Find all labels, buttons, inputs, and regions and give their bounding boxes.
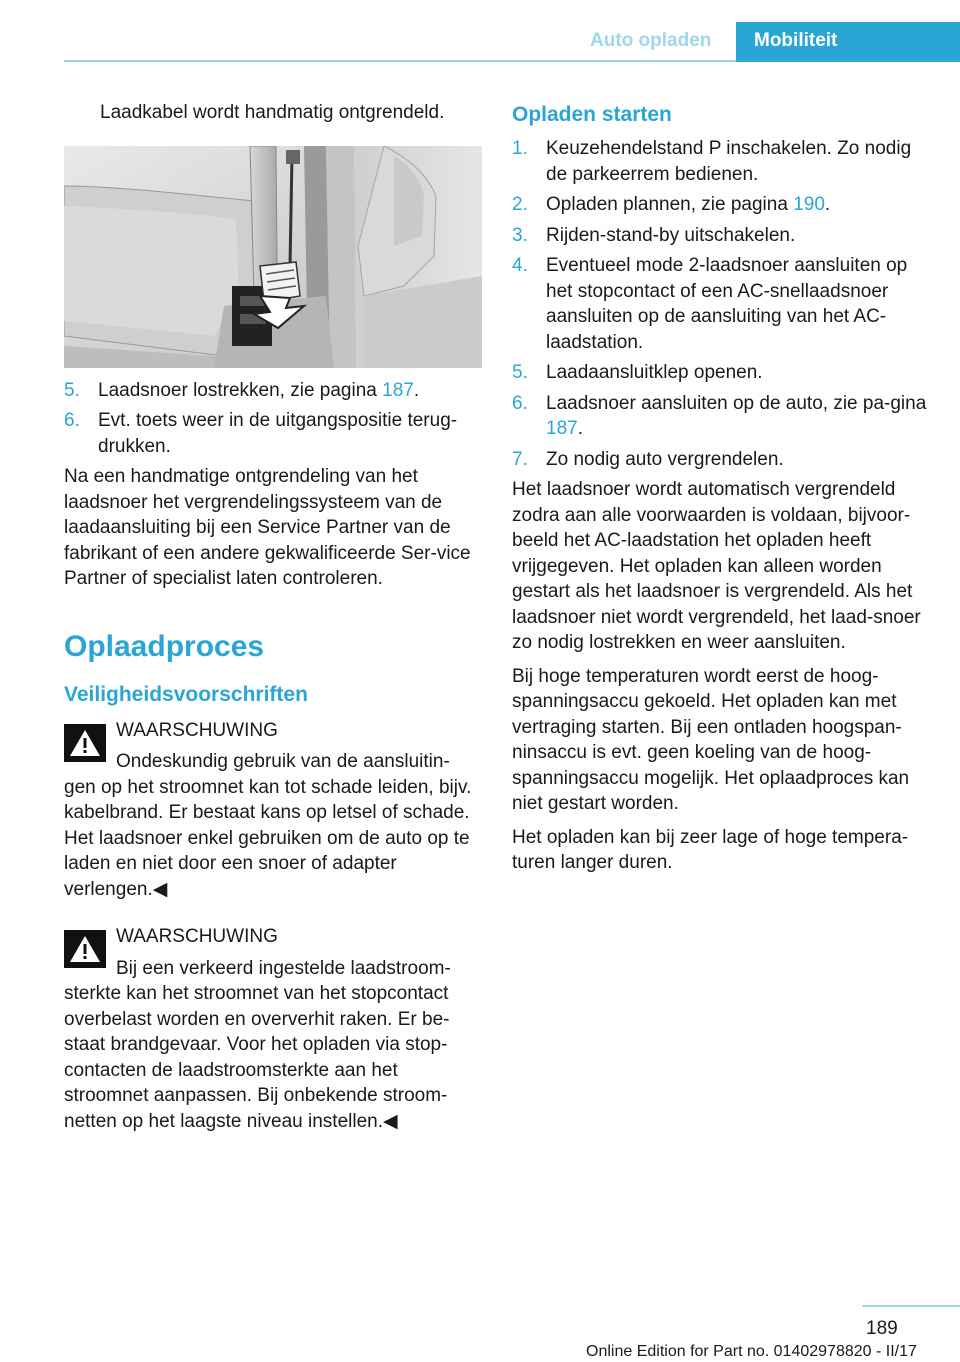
step-number: 2. [512, 194, 528, 215]
edition-note: Online Edition for Part no. 01402978820 - II/17 [586, 1343, 917, 1360]
left-column [64, 100, 482, 1144]
footer-rule [862, 1305, 960, 1307]
charge-port-unlock-illustration [64, 146, 482, 368]
unlock-steps-list [64, 378, 482, 460]
step-number: 4. [512, 255, 528, 276]
step-text: Opladen plannen, zie pagina [546, 194, 794, 215]
warning-triangle-icon [64, 724, 106, 762]
step-text: Laadaansluitklep openen. [546, 362, 763, 383]
step-text-end: . [413, 379, 420, 401]
right-column [512, 102, 932, 884]
list-item [512, 360, 932, 386]
step-number: 3. [512, 224, 528, 246]
service-note: Na een handmatige ontgrendeling van het laadsnoer het vergrendelingssysteem van de laadaansluiting bij een Service Partner van de fabrikant of een andere gekwalificeerde Ser-vice Partner of specialist laten controleren. [64, 466, 471, 589]
step-text-end: . [577, 418, 583, 439]
start-charging-heading: Opladen starten [512, 103, 672, 126]
step-text: Rijden-stand-by uitschakelen. [546, 224, 796, 246]
step-number: 6. [512, 392, 528, 414]
page-reference-link[interactable]: 187 [546, 418, 578, 439]
list-item [64, 408, 482, 459]
step-number: 1. [512, 138, 528, 159]
intro-text: Laadkabel wordt handmatig ontgrendeld. [100, 102, 445, 123]
page-reference-link[interactable]: 190 [793, 194, 825, 215]
list-item [512, 136, 932, 187]
body-paragraph: Het laadsnoer wordt automatisch vergrendeld zodra aan alle voorwaarden is voldaan, bijvoor-beeld het AC-laadstation het opladen heeft vrijgegeven. Het opladen kan alleen worden gestart als het laadsnoer is vergrendeld. Als het laadsnoer niet wordt vergrendeld, het laad-snoer zo nodig lostrekken en weer aansluiten. [512, 479, 921, 653]
body-paragraph: Bij hoge temperaturen wordt eerst de hoog-spanningsaccu gekoeld. Het opladen kan met vertraging starten. Bij een ontladen hoogspan-ninsaccu is evt. geen koeling van de hoog-spanningsaccu mogelijk. Het oplaadproces kan niet gestart worden. [512, 665, 910, 814]
body-paragraph: Het opladen kan bij zeer lage of hoge tempera-turen langer duren. [512, 826, 909, 873]
warning-triangle-icon [64, 930, 106, 968]
step-text: Keuzehendelstand P inschakelen. Zo nodig de parkeerrem bedienen. [546, 138, 912, 185]
warning-text: Ondeskundig gebruik van de aansluitin- [116, 751, 450, 772]
step-number: 5. [512, 362, 528, 383]
list-item [512, 223, 932, 249]
step-text-end: . [824, 194, 831, 215]
warning-title: WAARSCHUWING [116, 719, 278, 741]
step-text: Laadsnoer aansluiten op de auto, zie pa-gina [546, 392, 927, 414]
list-item [512, 253, 932, 355]
warning-block [64, 718, 482, 903]
list-item [512, 192, 932, 218]
list-item [512, 391, 932, 442]
warning-text-continued: sterkte kan het stroomnet van het stopcontact overbelast worden en oververhit raken. Er be-staat brandgevaar. Voor het opladen via stop-contacten de laadstroomsterkte aan het stroomnet aanpassen. Bij onbekende stroom-netten op het laagste niveau instellen.◀ [64, 983, 450, 1132]
section-heading: Oplaadproces [64, 629, 265, 663]
step-text: Zo nodig auto vergrendelen. [546, 448, 784, 470]
header-chapter-tab: Mobiliteit [736, 22, 960, 62]
header-section-title: Auto opladen [590, 30, 712, 51]
list-item [512, 447, 932, 473]
step-number: 6. [64, 410, 80, 431]
step-text: Eventueel mode 2-laadsnoer aansluiten op het stopcontact of een AC-snellaadsnoer aansluiten op de aansluiting van het AC-laadstation. [546, 255, 908, 353]
warning-block [64, 924, 482, 1134]
page-reference-link[interactable]: 187 [382, 379, 414, 401]
warning-text-continued: gen op het stroomnet kan tot schade leiden, bijv. kabelbrand. Er bestaat kans op letsel of schade. Het laadsnoer enkel gebruiken om de auto op te laden en niet door een snoer of adapter verlengen.◀ [64, 776, 472, 900]
list-item [64, 378, 482, 404]
step-text: Laadsnoer lostrekken, zie pagina [98, 379, 383, 401]
subsection-heading: Veiligheidsvoorschriften [64, 682, 308, 706]
warning-text: Bij een verkeerd ingestelde laadstroom- [116, 957, 451, 979]
warning-title: WAARSCHUWING [116, 926, 278, 947]
step-number: 5. [64, 379, 80, 401]
page-number: 189 [866, 1318, 898, 1339]
step-text: Evt. toets weer in de uitgangspositie terug-drukken. [98, 410, 458, 457]
start-charging-steps-list [512, 136, 932, 472]
step-number: 7. [512, 448, 528, 470]
